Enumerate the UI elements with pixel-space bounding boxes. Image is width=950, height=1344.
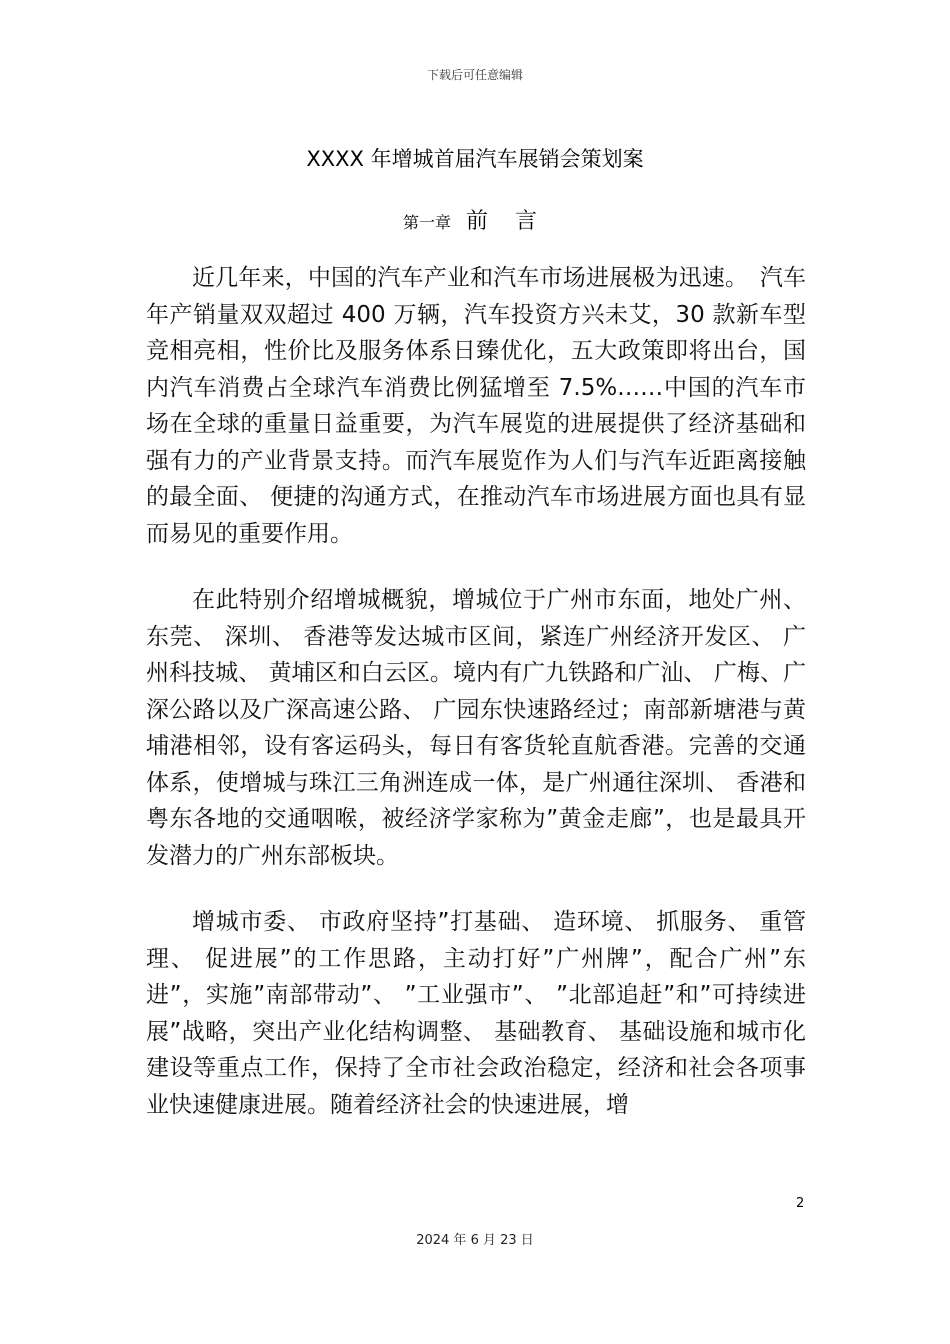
- paragraph-government-strategy: 增城市委、 市政府坚持”打基础、 造环境、 抓服务、 重管理、 促进展”的工作思路，主动打好”广州牌”，配合广州”东进”，实施”南部带动”、 ”工业强市”、 ”北部追赶”和”可持续进展”战略，突出产业化结构调整、 基础教育、 基础设施和城市化建设等重点工作，保持了全市社会政治稳定，经济和社会各项事业快速健康进展。随着经济社会的快速进展，增: [146, 909, 806, 1118]
- chapter-label: 第一章: [402, 213, 451, 232]
- page-number: 2: [796, 1196, 805, 1211]
- footer-date: 2024 年 6 月 23 日: [416, 1233, 534, 1248]
- paragraph-zengcheng-overview: 在此特别介绍增城概貌，增城位于广州市东面，地处广州、东莞、 深圳、 香港等发达城市区间，紧连广州经济开发区、 广州科技城、 黄埔区和白云区。境内有广九铁路和广汕、 广梅、广深公路以及广深高速公路、 广园东快速路经过；南部新塘港与黄埔港相邻，设有客运码头，每日有客货轮直航香港。完善的交通体系，使增城与珠江三角洲连成一体，是广州通往深圳、 香港和粤东各地的交通咽喉，被经济学家称为”黄金走廊”，也是最具开发潜力的广州东部板块。: [146, 587, 806, 869]
- paragraph-intro: 近几年来，中国的汽车产业和汽车市场进展极为迅速。 汽车年产销量双双超过 400 万辆，汽车投资方兴未艾，30 款新车型竞相亮相，性价比及服务体系日臻优化，五大政策即将出台，国内汽车消费占全球汽车消费比例猛增至 7.5%……中国的汽车市场在全球的重量日益重要，为汽车展览的进展提供了经济基础和强有力的产业背景支持。而汽车展览作为人们与汽车近距离接触的最全面、 便捷的沟通方式，在推动汽车市场进展方面也具有显而易见的重要作用。: [146, 265, 806, 547]
- chapter-heading: [0, 204, 950, 235]
- header-note: 下载后可任意编辑: [426, 68, 523, 82]
- document-body: [146, 260, 806, 1153]
- document-title: XXXX 年增城首届汽车展销会策划案: [306, 147, 644, 171]
- chapter-name: 前 言: [466, 209, 548, 234]
